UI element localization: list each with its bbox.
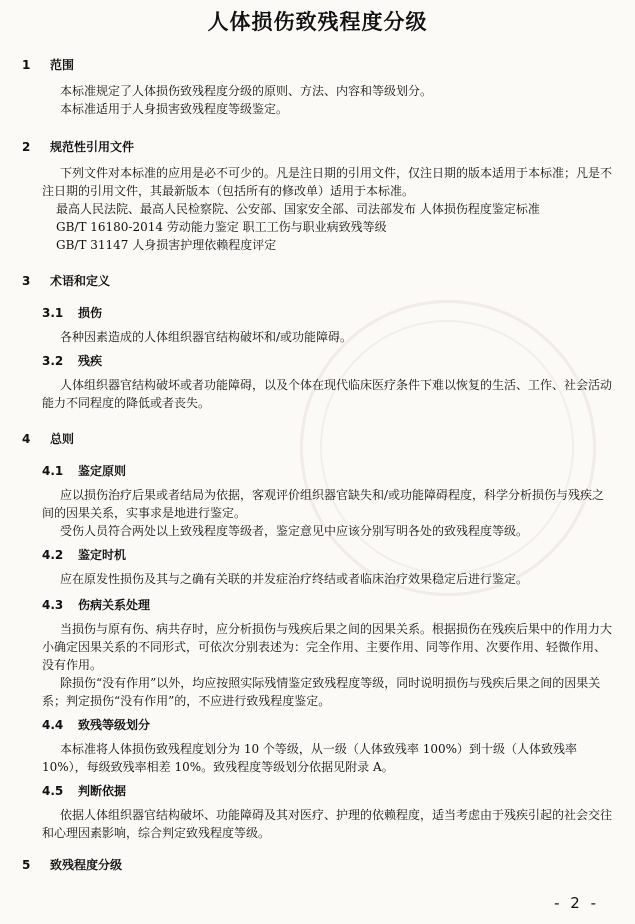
section-1-heading: 1 范围 (22, 58, 75, 72)
section-4-3-heading: 4.3 伤病关系处理 (42, 598, 151, 612)
section-4-4-para: 本标准将人体损伤致残程度划分为 10 个等级，从一级（人体致残率 100%）到十级（人体致残率 10%），每级致残率相差 10%。致残程度等级划分依据见附录 A。 (42, 742, 578, 774)
section-3-2-para: 人体组织器官结构破坏或者功能障碍，以及个体在现代临床医疗条件下难以恢复的生活、工作、社会活动能力不同程度的降低或者丧失。 (42, 378, 613, 410)
reference-item: 最高人民法院、最高人民检察院、公安部、国家安全部、司法部发布 人体损伤程度鉴定标准 (56, 202, 540, 216)
section-5-heading: 5 致残程度分级 (22, 858, 123, 872)
section-1-para-2: 本标准适用于人身损害致残程度等级鉴定。 (60, 102, 289, 116)
section-4-heading: 4 总则 (22, 432, 75, 446)
section-3-1-para: 各种因素造成的人体组织器官结构破坏和/或功能障碍。 (60, 330, 353, 344)
section-4-3-para-2: 除损伤“没有作用”以外，均应按照实际残情鉴定致残程度等级，同时说明损伤与残疾后果之间的因果关系；判定损伤“没有作用”的，不应进行致残程度鉴定。 (42, 676, 601, 708)
reference-item: GB/T 31147 人身损害护理依赖程度评定 (56, 238, 277, 252)
section-3-2-heading: 3.2 残疾 (42, 354, 103, 368)
page-number: - 2 - (554, 894, 599, 912)
section-4-1-para-2: 受伤人员符合两处以上致残程度等级者，鉴定意见中应该分别写明各处的致残程度等级。 (60, 524, 529, 538)
section-4-2-para: 应在原发性损伤及其与之确有关联的并发症治疗终结或者临床治疗效果稳定后进行鉴定。 (60, 572, 529, 586)
section-4-1-para-1: 应以损伤治疗后果或者结局为依据，客观评价组织器官缺失和/或功能障碍程度，科学分析损伤与残疾之间的因果关系，实事求是地进行鉴定。 (42, 488, 605, 520)
reference-item: GB/T 16180-2014 劳动能力鉴定 职工工伤与职业病致残等级 (56, 220, 387, 234)
section-4-2-heading: 4.2 鉴定时机 (42, 548, 127, 562)
section-1-para-1: 本标准规定了人体损伤致残程度分级的原则、方法、内容和等级划分。 (60, 84, 433, 98)
section-3-1-heading: 3.1 损伤 (42, 306, 103, 320)
section-4-1-heading: 4.1 鉴定原则 (42, 464, 127, 478)
section-2-heading: 2 规范性引用文件 (22, 140, 135, 154)
section-2-para-1: 下列文件对本标准的应用是必不可少的。凡是注日期的引用文件，仅注日期的版本适用于本标准；凡是不注日期的引用文件，其最新版本（包括所有的修改单）适用于本标准。 (42, 166, 613, 198)
section-3-heading: 3 术语和定义 (22, 274, 111, 288)
section-4-3-para-1: 当损伤与原有伤、病共存时，应分析损伤与残疾后果之间的因果关系。根据损伤在残疾后果中的作用力大小确定因果关系的不同形式，可依次分别表述为：完全作用、主要作用、同等作用、次要作用、轻微作用、没有作用。 (42, 622, 613, 672)
section-4-5-para: 依据人体组织器官结构破坏、功能障碍及其对医疗、护理的依赖程度，适当考虑由于残疾引起的社会交往和心理因素影响，综合判定致残程度等级。 (42, 808, 613, 840)
document-title: 人体损伤致残程度分级 (207, 10, 428, 34)
section-4-4-heading: 4.4 致残等级划分 (42, 718, 151, 732)
section-4-5-heading: 4.5 判断依据 (42, 784, 127, 798)
